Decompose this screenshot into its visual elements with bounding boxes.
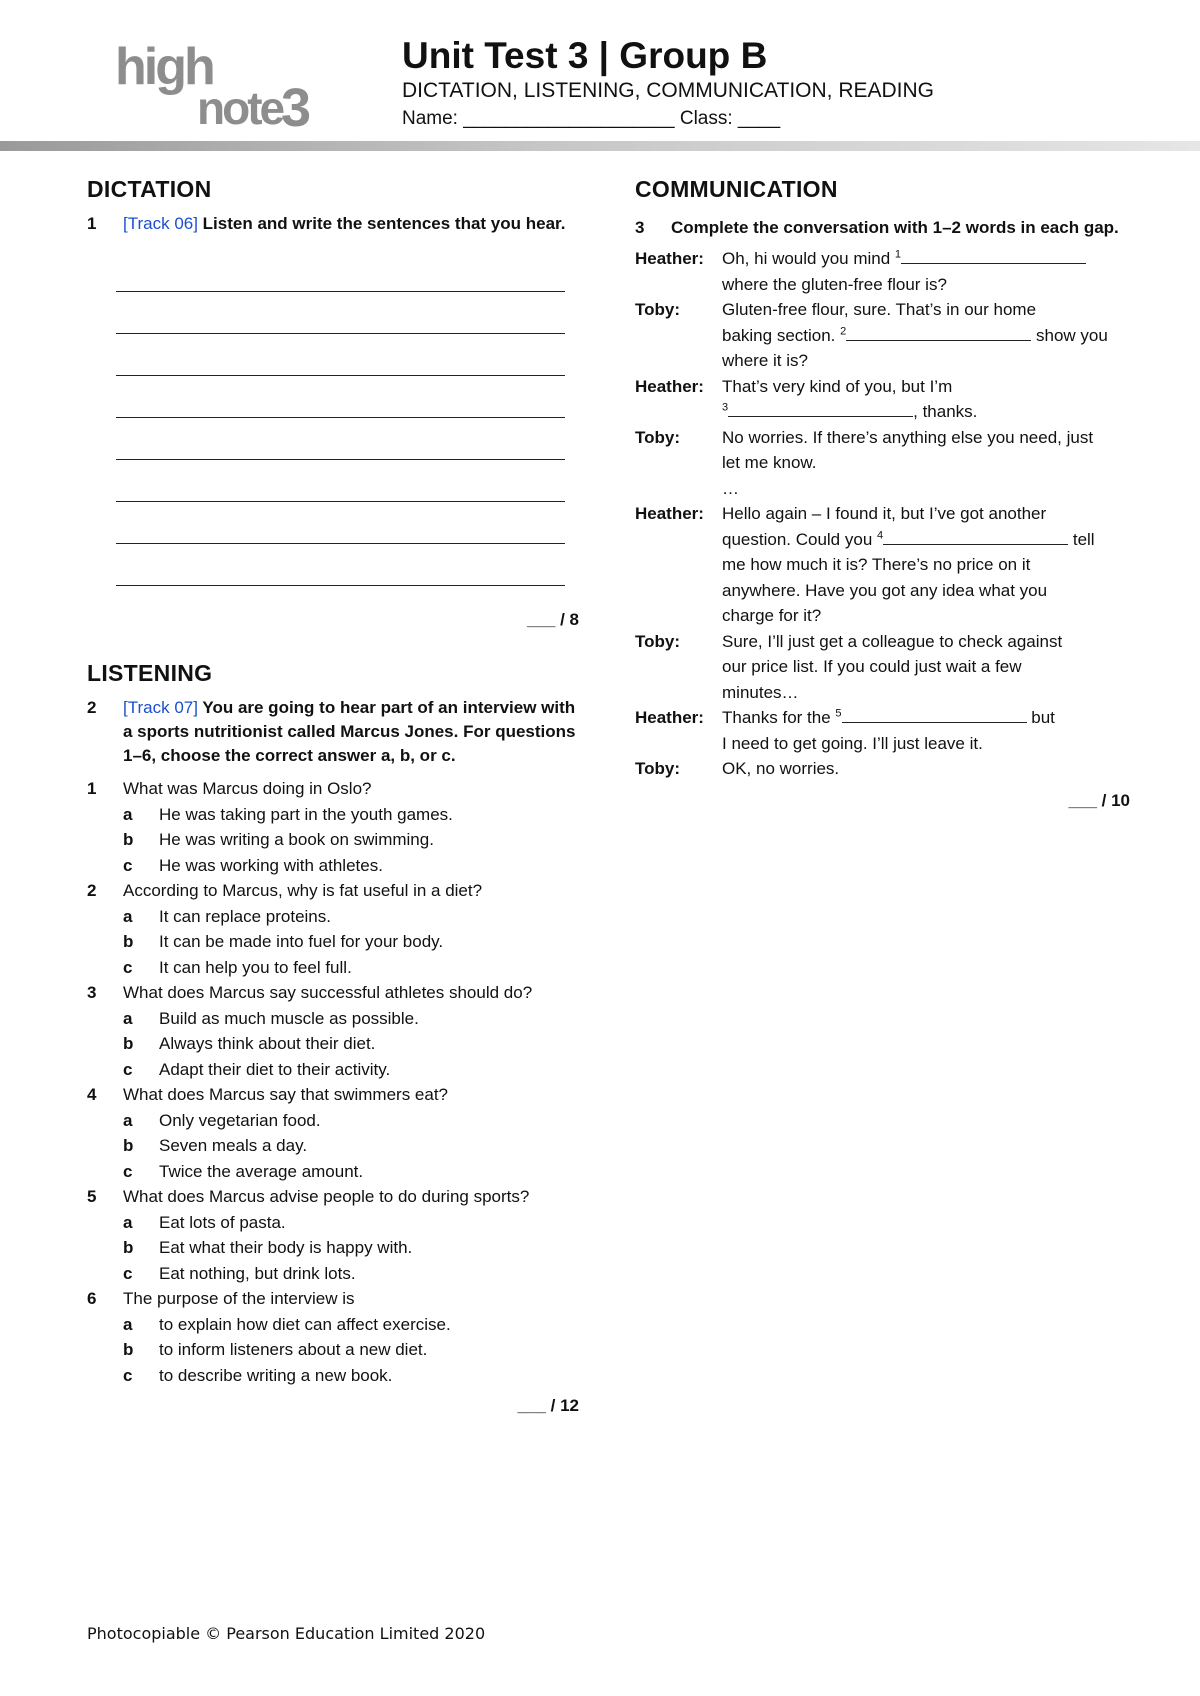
instruction-text: Listen and write the sentences that you hear. xyxy=(197,214,566,233)
dialogue-line xyxy=(722,731,1130,757)
speaker-name: Toby: xyxy=(635,300,681,319)
text-segment: question. Could you xyxy=(722,529,877,549)
writing-line[interactable] xyxy=(116,544,565,586)
dialogue-line xyxy=(722,348,1130,374)
svg-text:high: high xyxy=(115,38,213,96)
listening-score: ___ / 12 xyxy=(517,1396,579,1415)
option-letter: a xyxy=(123,1212,133,1232)
dialogue-line xyxy=(722,297,1130,323)
left-column xyxy=(87,174,579,1418)
listening-question xyxy=(87,1184,579,1210)
text-segment: Sure, I’ll just get a colleague to check against xyxy=(722,631,1063,651)
answer-option[interactable] xyxy=(123,1312,579,1338)
writing-line[interactable] xyxy=(116,292,565,334)
dialogue-text xyxy=(722,705,1130,756)
option-letter: a xyxy=(123,804,133,824)
option-text: Eat nothing, but drink lots. xyxy=(159,1263,356,1283)
listening-instruction xyxy=(87,696,579,768)
question-number: 2 xyxy=(87,881,97,900)
answer-option[interactable] xyxy=(123,1031,579,1057)
text-segment: anywhere. Have you got any idea what you xyxy=(722,580,1048,600)
dictation-instruction xyxy=(87,212,579,236)
writing-line[interactable] xyxy=(116,334,565,376)
dialogue-line xyxy=(722,654,1130,680)
text-segment: Gluten-free flour, sure. That’s in our home xyxy=(722,300,1037,319)
text-segment: , thanks. xyxy=(913,402,978,421)
dialogue-line xyxy=(722,680,1130,706)
text-segment: where the gluten-free flour is? xyxy=(722,274,947,294)
gap-number: 2 xyxy=(840,324,847,337)
text-segment: our price list. If you could just wait a few xyxy=(722,657,1022,676)
question-number: 2 xyxy=(87,698,97,717)
option-text: Eat lots of pasta. xyxy=(159,1212,286,1232)
option-text: to describe writing a new book. xyxy=(159,1365,393,1385)
question-number: 3 xyxy=(87,983,97,1002)
dialogue-line xyxy=(722,450,1130,476)
question-number: 1 xyxy=(87,779,97,798)
option-letter: a xyxy=(123,1314,133,1334)
question-number: 5 xyxy=(87,1187,97,1206)
question-text: What does Marcus advise people to do during sports? xyxy=(123,1187,530,1206)
dialogue-line xyxy=(722,756,1130,782)
answer-option[interactable] xyxy=(123,1006,579,1032)
dialogue-text xyxy=(722,629,1130,706)
text-segment: Hello again – I found it, but I’ve got another xyxy=(722,504,1047,523)
answer-gap[interactable] xyxy=(846,323,1031,341)
answer-option[interactable] xyxy=(123,929,579,955)
listening-question xyxy=(87,776,579,802)
dialogue-line xyxy=(722,272,1130,298)
text-segment: That’s very kind of you, but I’m xyxy=(722,376,953,396)
dialogue-line xyxy=(722,552,1130,578)
dialogue-text xyxy=(722,756,1130,782)
option-letter: a xyxy=(123,1110,133,1130)
text-segment: I need to get going. I’ll just leave it. xyxy=(722,733,983,753)
dialogue-line xyxy=(722,501,1130,527)
dialogue-line xyxy=(722,246,1130,272)
dialogue-turn xyxy=(635,246,1130,297)
option-text: to inform listeners about a new diet. xyxy=(159,1340,428,1359)
text-segment: charge for it? xyxy=(722,606,822,625)
speaker-name: Toby: xyxy=(635,427,681,447)
speaker-name: Heather: xyxy=(635,504,704,523)
speaker-name: Heather: xyxy=(635,376,704,396)
answer-gap[interactable] xyxy=(728,399,913,417)
gap-number: 4 xyxy=(877,528,884,541)
question-text: What was Marcus doing in Oslo? xyxy=(123,779,372,798)
listening-question xyxy=(87,980,579,1006)
dialogue-text xyxy=(722,425,1130,476)
option-letter: b xyxy=(123,932,134,951)
communication-instruction xyxy=(635,216,1130,240)
option-letter: b xyxy=(123,1340,134,1359)
svg-text:note: note xyxy=(197,82,283,133)
right-column xyxy=(635,174,1130,813)
text-segment: minutes… xyxy=(722,682,799,702)
option-letter: b xyxy=(123,1034,134,1053)
question-text: What does Marcus say that swimmers eat? xyxy=(123,1085,449,1104)
option-letter: c xyxy=(123,1059,133,1079)
option-letter: c xyxy=(123,1161,133,1181)
text-segment: let me know. xyxy=(722,453,817,472)
answer-option[interactable] xyxy=(123,1159,579,1185)
answer-gap[interactable] xyxy=(842,705,1027,723)
answer-gap[interactable] xyxy=(883,527,1068,545)
dialogue-text xyxy=(722,476,1130,502)
text-segment: me how much it is? There’s no price on it xyxy=(722,555,1031,574)
option-text: Always think about their diet. xyxy=(159,1034,376,1053)
text-segment: Thanks for the xyxy=(722,708,836,727)
option-text: Seven meals a day. xyxy=(159,1136,308,1155)
text-segment: … xyxy=(722,478,739,498)
option-letter: a xyxy=(123,906,133,926)
option-text: Only vegetarian food. xyxy=(159,1110,321,1130)
answer-option[interactable] xyxy=(123,1235,579,1261)
option-text: It can be made into fuel for your body. xyxy=(159,932,444,951)
dialogue-line xyxy=(722,425,1130,451)
footer-copyright: Photocopiable © Pearson Education Limited 2020 xyxy=(87,1624,486,1643)
dialogue-line xyxy=(722,578,1130,604)
dialogue-line xyxy=(722,476,1130,502)
speaker-name: Heather: xyxy=(635,249,704,268)
option-letter: c xyxy=(123,855,133,875)
dialogue-line xyxy=(722,705,1130,731)
page-title: Unit Test 3 | Group B xyxy=(402,35,768,76)
name-class-field[interactable]: Name: ____________________ Class: ____ xyxy=(402,108,781,129)
speaker-name: Heather: xyxy=(635,708,704,727)
option-text: It can help you to feel full. xyxy=(159,957,352,977)
option-letter: c xyxy=(123,1365,133,1385)
text-segment: tell xyxy=(1068,529,1095,549)
dialogue-line xyxy=(722,323,1130,349)
answer-option[interactable] xyxy=(123,1057,579,1083)
speaker-name: Toby: xyxy=(635,631,681,651)
answer-option[interactable] xyxy=(123,1108,579,1134)
dialogue-text xyxy=(722,501,1130,629)
dialogue-line xyxy=(722,629,1130,655)
answer-option[interactable] xyxy=(123,1363,579,1389)
option-letter: a xyxy=(123,1008,133,1028)
listening-heading: LISTENING xyxy=(87,660,213,686)
listening-question xyxy=(87,1286,579,1312)
dictation-heading: DICTATION xyxy=(87,176,212,202)
writing-line[interactable] xyxy=(116,460,565,502)
dialogue-text xyxy=(722,297,1130,374)
text-segment: show you xyxy=(1031,325,1108,345)
dialogue-text xyxy=(722,246,1130,297)
text-segment: OK, no worries. xyxy=(722,759,840,778)
option-text: He was taking part in the youth games. xyxy=(159,804,453,824)
option-text: It can replace proteins. xyxy=(159,906,331,926)
writing-line[interactable] xyxy=(116,502,565,544)
dialogue-line xyxy=(722,399,1130,425)
option-letter: b xyxy=(123,1238,134,1257)
header-divider xyxy=(0,141,1200,151)
conversation xyxy=(635,246,1130,782)
answer-option[interactable] xyxy=(123,1261,579,1287)
writing-line[interactable] xyxy=(116,376,565,418)
option-text: to explain how diet can affect exercise. xyxy=(159,1314,451,1334)
gap-number: 1 xyxy=(894,248,902,261)
header xyxy=(402,34,934,132)
question-text: What does Marcus say successful athletes should do? xyxy=(123,983,533,1002)
text-segment: but xyxy=(1026,708,1055,727)
dialogue-line xyxy=(722,527,1130,553)
gap-number: 3 xyxy=(722,401,729,414)
answer-gap[interactable] xyxy=(901,246,1086,264)
answer-option[interactable] xyxy=(123,1210,579,1236)
dialogue-turn xyxy=(635,374,1130,425)
option-text: He was working with athletes. xyxy=(159,855,383,875)
option-text: Twice the average amount. xyxy=(159,1161,364,1181)
answer-option[interactable] xyxy=(123,802,579,828)
dictation-score: ___ / 8 xyxy=(527,610,579,629)
dialogue-text xyxy=(722,374,1130,425)
text-segment: Oh, hi would you mind xyxy=(722,249,895,268)
answer-option[interactable] xyxy=(123,1337,579,1363)
answer-option[interactable] xyxy=(123,827,579,853)
dialogue-turn xyxy=(635,297,1130,374)
option-text: He was writing a book on swimming. xyxy=(159,830,434,849)
speaker-name: Toby: xyxy=(635,759,681,778)
option-text: Build as much muscle as possible. xyxy=(159,1008,419,1028)
page-subtitle: DICTATION, LISTENING, COMMUNICATION, READING xyxy=(402,79,935,102)
option-letter: c xyxy=(123,957,133,977)
gap-number: 5 xyxy=(835,707,842,720)
option-letter: b xyxy=(123,1136,134,1155)
question-text: According to Marcus, why is fat useful in a diet? xyxy=(123,881,483,900)
communication-heading: COMMUNICATION xyxy=(635,176,838,202)
listening-question xyxy=(87,878,579,904)
answer-option[interactable] xyxy=(123,955,579,981)
question-text: The purpose of the interview is xyxy=(123,1289,355,1308)
writing-line[interactable] xyxy=(116,418,565,460)
svg-text:3: 3 xyxy=(281,78,312,133)
question-number: 6 xyxy=(87,1289,97,1308)
dictation-writing-lines xyxy=(116,250,579,586)
answer-option[interactable] xyxy=(123,853,579,879)
option-letter: b xyxy=(123,830,134,849)
dialogue-turn xyxy=(635,476,1130,502)
dialogue-turn xyxy=(635,629,1130,706)
option-text: Eat what their body is happy with. xyxy=(159,1238,413,1257)
text-segment: No worries. If there’s anything else you need, just xyxy=(722,427,1094,447)
track-label: [Track 07] xyxy=(123,698,198,717)
instruction-text: You are going to hear part of an interview with a sports nutritionist called Marcus Jones. For questions 1–6, choose the correct answer a, b, or c. xyxy=(123,698,576,765)
high-note-logo xyxy=(115,38,325,133)
listening-question xyxy=(87,1082,579,1108)
answer-option[interactable] xyxy=(123,1133,579,1159)
dialogue-turn xyxy=(635,425,1130,476)
track-label: [Track 06] xyxy=(123,214,198,233)
instruction-text: Complete the conversation with 1–2 words in each gap. xyxy=(671,218,1119,237)
communication-score: ___ / 10 xyxy=(1068,790,1130,810)
option-letter: c xyxy=(123,1263,133,1283)
dialogue-turn xyxy=(635,705,1130,756)
text-segment: where it is? xyxy=(722,351,808,370)
question-number: 1 xyxy=(87,214,97,233)
question-number: 4 xyxy=(87,1085,97,1104)
writing-line[interactable] xyxy=(116,250,565,292)
dialogue-turn xyxy=(635,756,1130,782)
listening-questions xyxy=(87,776,579,1388)
dialogue-turn xyxy=(635,501,1130,629)
text-segment: baking section. xyxy=(722,325,841,345)
speaker-name xyxy=(635,476,722,502)
answer-option[interactable] xyxy=(123,904,579,930)
option-text: Adapt their diet to their activity. xyxy=(159,1059,391,1079)
question-number: 3 xyxy=(635,218,645,237)
dialogue-line xyxy=(722,603,1130,629)
dialogue-line xyxy=(722,374,1130,400)
